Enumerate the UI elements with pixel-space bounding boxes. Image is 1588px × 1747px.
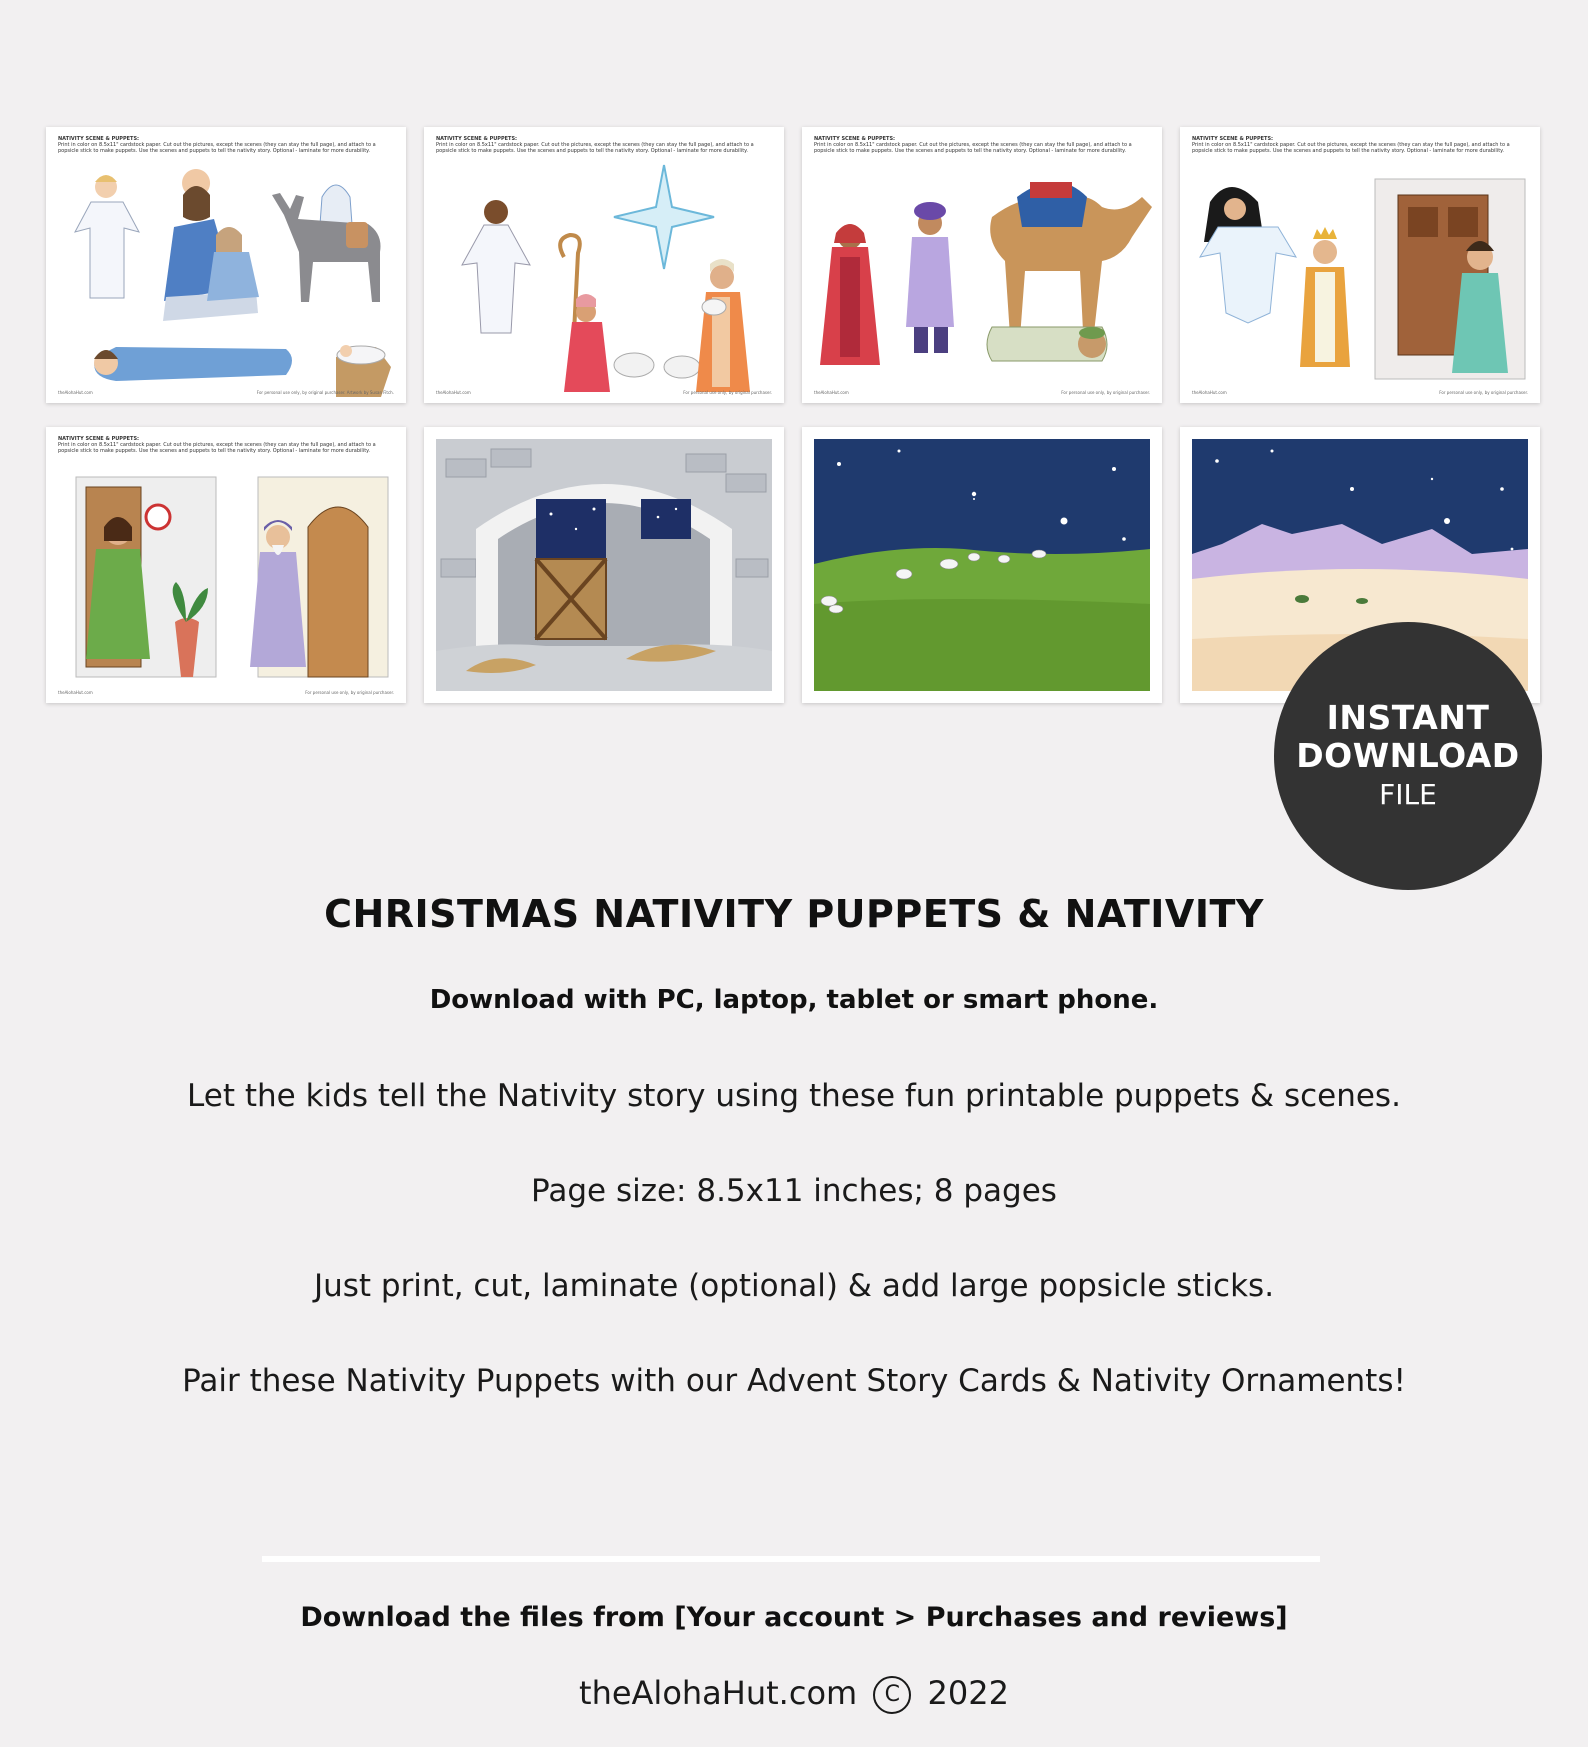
puppet-page-3 <box>802 127 1162 403</box>
description-paragraph-3: Just print, cut, laminate (optional) & add large popsicle sticks. <box>313 1268 1275 1304</box>
copyright-icon: C <box>873 1676 911 1714</box>
puppet-illustrations <box>46 127 406 403</box>
stable-scene-illustration <box>436 439 772 691</box>
footer-site: theAlohaHut.com <box>579 1674 858 1712</box>
description-paragraph-4: Pair these Nativity Puppets with our Advent Story Cards & Nativity Ornaments! <box>182 1363 1406 1399</box>
description-paragraph-2: Page size: 8.5x11 inches; 8 pages <box>531 1173 1057 1209</box>
download-instructions: Download the files from [Your account > Purchases and reviews] <box>300 1602 1288 1633</box>
page-footer-note: For personal use only, by original purchaser. Artwork by Susan Fitch. <box>256 390 394 395</box>
description-paragraph-1: Let the kids tell the Nativity story using these fun printable puppets & scenes. <box>187 1078 1401 1114</box>
scene-page-field <box>802 427 1162 703</box>
page-footer-site: theAlohaHut.com <box>814 390 849 395</box>
page-footer-note: For personal use only, by original purchaser. <box>1439 390 1528 395</box>
page-footer-site: theAlohaHut.com <box>1192 390 1227 395</box>
puppet-illustrations <box>1180 127 1540 403</box>
download-devices-note: Download with PC, laptop, tablet or smart phone. <box>429 985 1159 1015</box>
page-footer-site: theAlohaHut.com <box>436 390 471 395</box>
page-footer-note: For personal use only, by original purchaser. <box>1061 390 1150 395</box>
page-footer-site: theAlohaHut.com <box>58 390 93 395</box>
instant-download-badge <box>1274 622 1542 890</box>
field-scene-illustration <box>814 439 1150 691</box>
puppet-page-4 <box>1180 127 1540 403</box>
footer-year: 2022 <box>927 1674 1009 1712</box>
page-instructions: NATIVITY SCENE & PUPPETS: Print in color on 8.5x11" cardstock paper. Cut out the pictures, except the scenes (they can stay the full page), and attach to a popsicle stick to make puppets. Use the scenes and puppets to tell the nativity story. Optional - laminate for more durability. <box>1192 136 1510 154</box>
product-preview-grid <box>46 127 1542 703</box>
puppet-illustrations <box>46 427 406 703</box>
page-footer-note: For personal use only, by original purchaser. <box>305 690 394 695</box>
puppet-page-5 <box>46 427 406 703</box>
badge-line-3: FILE <box>1379 778 1437 811</box>
page-footer-site: theAlohaHut.com <box>58 690 93 695</box>
divider <box>262 1556 1320 1562</box>
page-instructions: NATIVITY SCENE & PUPPETS: Print in color on 8.5x11" cardstock paper. Cut out the pictures, except the scenes (they can stay the full page), and attach to a popsicle stick to make puppets. Use the scenes and puppets to tell the nativity story. Optional - laminate for more durability. <box>814 136 1132 154</box>
scene-page-stable <box>424 427 784 703</box>
puppet-page-1 <box>46 127 406 403</box>
page-footer-note: For personal use only, by original purchaser. <box>683 390 772 395</box>
puppet-page-2 <box>424 127 784 403</box>
page-instructions: NATIVITY SCENE & PUPPETS: Print in color on 8.5x11" cardstock paper. Cut out the pictures, except the scenes (they can stay the full page), and attach to a popsicle stick to make puppets. Use the scenes and puppets to tell the nativity story. Optional - laminate for more durability. <box>58 136 376 154</box>
puppet-illustrations <box>802 127 1162 403</box>
product-title: CHRISTMAS NATIVITY PUPPETS & NATIVITY <box>324 892 1264 936</box>
puppet-illustrations <box>424 127 784 403</box>
page-instructions: NATIVITY SCENE & PUPPETS: Print in color on 8.5x11" cardstock paper. Cut out the pictures, except the scenes (they can stay the full page), and attach to a popsicle stick to make puppets. Use the scenes and puppets to tell the nativity story. Optional - laminate for more durability. <box>58 436 376 454</box>
footer-copyright <box>0 1674 1588 1714</box>
badge-line-2: DOWNLOAD <box>1296 736 1520 775</box>
page-instructions: NATIVITY SCENE & PUPPETS: Print in color on 8.5x11" cardstock paper. Cut out the pictures, except the scenes (they can stay the full page), and attach to a popsicle stick to make puppets. Use the scenes and puppets to tell the nativity story. Optional - laminate for more durability. <box>436 136 754 154</box>
badge-line-1: INSTANT <box>1326 698 1490 737</box>
